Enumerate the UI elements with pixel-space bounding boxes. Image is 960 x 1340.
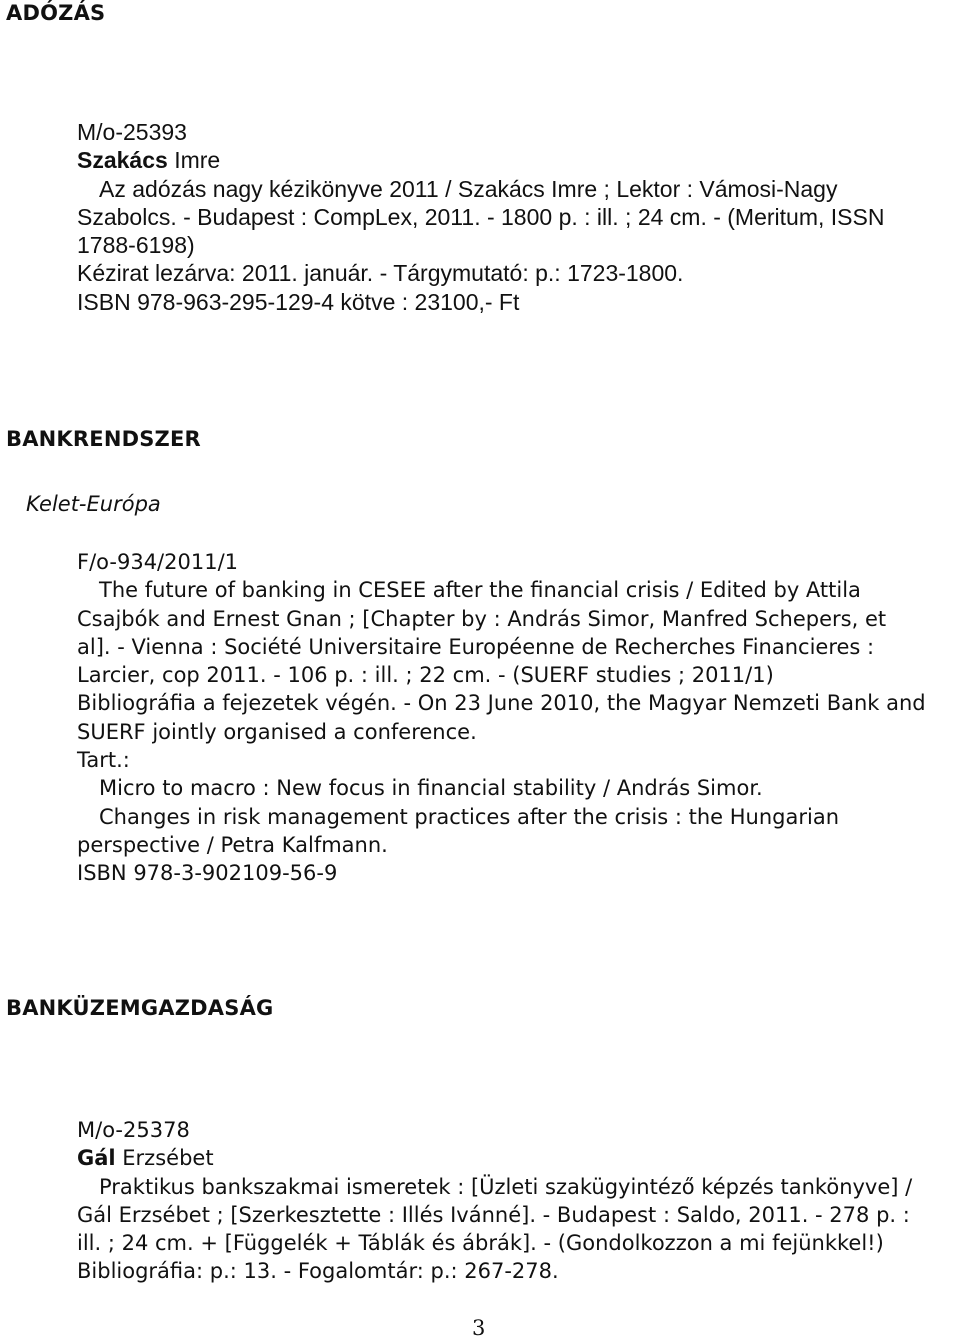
author <box>77 1144 957 1172</box>
entry-line: Gál Erzsébet ; [Szerkesztette : Illés Ivánné]. - Budapest : Saldo, 2011. - 278 p. : <box>77 1202 910 1227</box>
isbn-line: ISBN 978-3-902109-56-9 <box>77 861 338 886</box>
author-surname: Gál <box>77 1146 116 1171</box>
entry-line: The future of banking in CESEE after the financial crisis / Edited by Attila <box>99 578 861 603</box>
catalog-entry-szakacs <box>77 118 957 316</box>
section-heading-bankuzemgazdasag: BANKÜZEMGAZDASÁG <box>6 996 274 1020</box>
entry-line: Bibliográfia a fejezetek végén. - On 23 June 2010, the Magyar Nemzeti Bank and <box>77 691 926 716</box>
call-number: M/o-25393 <box>77 119 187 145</box>
subheading-kelet-europa: Kelet-Európa <box>26 492 161 516</box>
entry-line: Csajbók and Ernest Gnan ; [Chapter by : András Simor, Manfred Schepers, et <box>77 606 887 631</box>
author-surname: Szakács <box>77 147 168 174</box>
entry-line: Bibliográfia: p.: 13. - Fogalomtár: p.: 267-278. <box>77 1259 559 1284</box>
section-heading-bankrendszer: BANKRENDSZER <box>6 427 201 451</box>
contents-label: Tart.: <box>77 748 130 773</box>
entry-line: Larcier, cop 2011. - 106 p. : ill. ; 22 cm. - (SUERF studies ; 2011/1) <box>77 663 774 688</box>
isbn-line: ISBN 978-963-295-129-4 kötve : 23100,- Ft <box>77 288 520 315</box>
author-given-name: Imre <box>167 147 221 174</box>
entry-line: Szabolcs. - Budapest : CompLex, 2011. - 1800 p. : ill. ; 24 cm. - (Meritum, ISSN <box>77 203 885 230</box>
section-heading-adozas: ADÓZÁS <box>6 1 106 25</box>
call-number: M/o-25378 <box>77 1118 190 1142</box>
entry-line: Kézirat lezárva: 2011. január. - Tárgymutató: p.: 1723-1800. <box>77 260 684 287</box>
entry-line: perspective / Petra Kalfmann. <box>77 832 388 857</box>
entry-line: SUERF jointly organised a conference. <box>77 719 477 744</box>
catalog-entry-cesee-banking <box>77 548 957 888</box>
entry-line: Praktikus bankszakmai ismeretek : [Üzleti szakügyintéző képzés tankönyve] / <box>99 1174 913 1199</box>
entry-line: al]. - Vienna : Société Universitaire Européenne de Recherches Financieres : <box>77 634 875 659</box>
author-given-name: Erzsébet <box>115 1146 214 1171</box>
contents-item: Changes in risk management practices after the crisis : the Hungarian <box>99 804 840 829</box>
entry-line: Az adózás nagy kézikönyve 2011 / Szakács Imre ; Lektor : Vámosi-Nagy <box>99 175 838 202</box>
entry-line: 1788-6198) <box>77 232 195 259</box>
contents-item: Micro to macro : New focus in financial stability / András Simor. <box>99 776 763 801</box>
author <box>77 146 957 174</box>
catalog-entry-gal <box>77 1116 957 1286</box>
call-number: F/o-934/2011/1 <box>77 550 239 574</box>
entry-line: ill. ; 24 cm. + [Függelék + Táblák és ábrák]. - (Gondolkozzon a mi fejünkkel!) <box>77 1231 884 1256</box>
page-number: 3 <box>472 1316 486 1340</box>
